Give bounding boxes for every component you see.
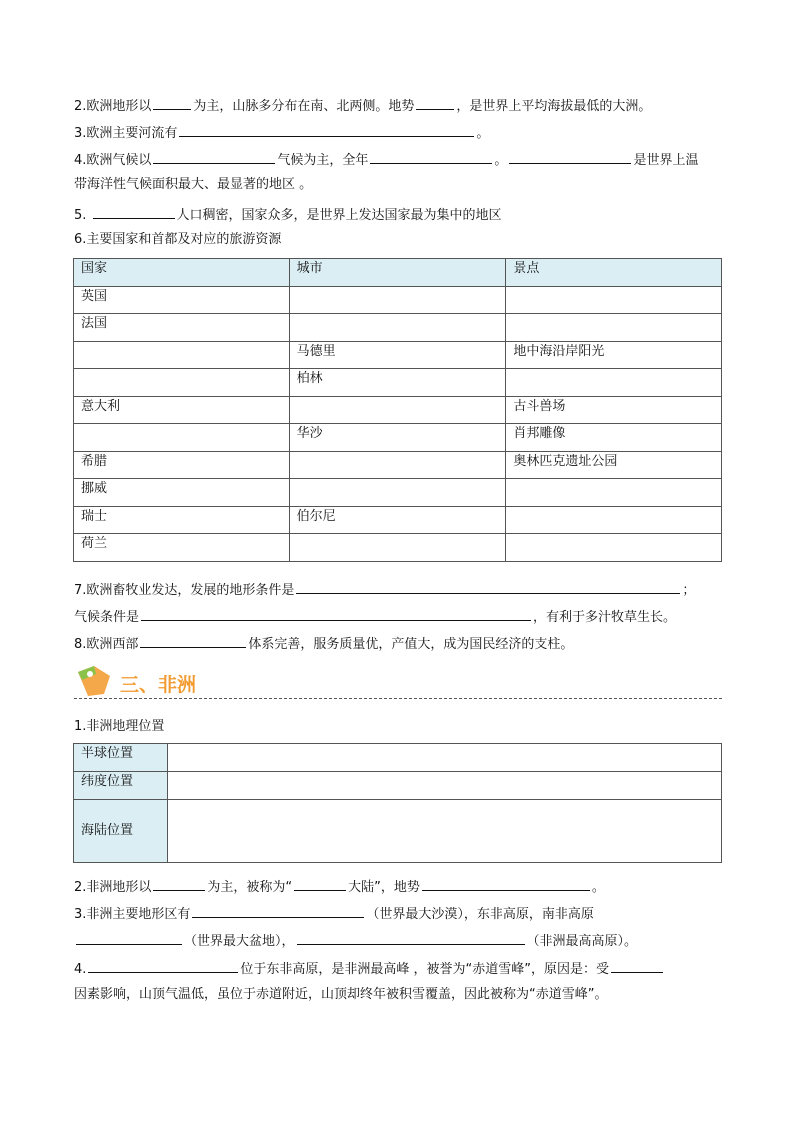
- q4-text-c: 。: [494, 153, 508, 168]
- table-header-row: [74, 259, 722, 287]
- answer-blank[interactable]: [296, 579, 680, 594]
- a4-text-b: 位于东非高原，是非洲最高峰 ，被誉为“赤道雪峰”，原因是：受: [240, 962, 610, 977]
- section-divider: [74, 698, 722, 699]
- table-row: [74, 369, 722, 397]
- a2-text-b: 为主，被称为“: [207, 880, 293, 895]
- answer-cell[interactable]: [74, 424, 290, 452]
- table-row: [74, 479, 722, 507]
- answer-cell[interactable]: [168, 744, 722, 772]
- question-6-title: 6.主要国家和首都及对应的旅游资源: [74, 232, 282, 247]
- answer-cell[interactable]: [506, 506, 722, 534]
- q4-text-a: 4.欧洲气候以: [74, 153, 152, 168]
- answer-blank[interactable]: [192, 903, 364, 918]
- a2-text-c: 大陆”，地势: [348, 880, 420, 895]
- table-cell: 意大利: [74, 396, 290, 424]
- table-cell: 华沙: [289, 424, 506, 452]
- label-latitude: 纬度位置: [74, 772, 168, 800]
- q7-text-c: 气候条件是: [74, 610, 140, 625]
- a3-text-b: （世界最大沙漠），东非高原，南非高原: [366, 907, 594, 922]
- answer-cell[interactable]: [506, 534, 722, 562]
- answer-blank[interactable]: [153, 876, 205, 891]
- africa-q3-cont: [74, 930, 637, 951]
- location-table: [73, 743, 722, 863]
- answer-cell[interactable]: [289, 534, 506, 562]
- answer-cell[interactable]: [168, 772, 722, 800]
- answer-blank[interactable]: [416, 95, 454, 110]
- table-cell: 地中海沿岸阳光: [506, 341, 722, 369]
- answer-cell[interactable]: [506, 314, 722, 342]
- question-8: [74, 633, 573, 654]
- africa-q3: [74, 903, 594, 924]
- q5-text-b: 人口稠密，国家众多，是世界上发达国家最为集中的地区: [176, 208, 502, 223]
- answer-cell[interactable]: [289, 314, 506, 342]
- table-row: [74, 424, 722, 452]
- answer-blank[interactable]: [140, 633, 246, 648]
- q4-text-b: 气候为主，全年: [277, 153, 369, 168]
- africa-q4-cont: [74, 986, 607, 1004]
- question-2: [74, 95, 651, 116]
- table-cell: 希腊: [74, 451, 290, 479]
- question-3: [74, 122, 489, 143]
- a3-text-d: （非洲最高高原）。: [526, 934, 638, 949]
- table-cell: 马德里: [289, 341, 506, 369]
- answer-cell[interactable]: [168, 800, 722, 863]
- q5-text-a: 5.: [74, 208, 87, 223]
- a3-text-c: （世界最大盆地），: [184, 934, 295, 949]
- table-row: [74, 286, 722, 314]
- table-row: [74, 341, 722, 369]
- answer-blank[interactable]: [141, 606, 531, 621]
- a4-text-a: 4.: [74, 962, 87, 977]
- answer-cell[interactable]: [506, 479, 722, 507]
- section-title: 三、非洲: [120, 674, 197, 696]
- q3-text-a: 3.欧洲主要河流有: [74, 126, 178, 141]
- table-row: [74, 534, 722, 562]
- answer-cell[interactable]: [289, 396, 506, 424]
- answer-cell[interactable]: [289, 451, 506, 479]
- table-cell: 奥林匹克遗址公园: [506, 451, 722, 479]
- q4-text-e: 带海洋性气候面积最大、最显著的地区 。: [74, 177, 313, 192]
- table-cell: 瑞士: [74, 506, 290, 534]
- answer-blank[interactable]: [76, 930, 182, 945]
- answer-blank[interactable]: [297, 930, 525, 945]
- a2-text-a: 2.非洲地形以: [74, 880, 152, 895]
- q7-text-a: 7.欧洲畜牧业发达，发展的地形条件是: [74, 583, 295, 598]
- section-header: [74, 662, 722, 698]
- answer-blank[interactable]: [509, 149, 631, 164]
- table-row: [74, 506, 722, 534]
- q7-text-b: ；: [682, 583, 696, 598]
- answer-blank[interactable]: [611, 958, 663, 973]
- a2-text-d: 。: [591, 880, 605, 895]
- table-header-cell: 城市: [289, 259, 506, 287]
- question-4-cont: [74, 176, 312, 194]
- table-row: [74, 396, 722, 424]
- answer-cell[interactable]: [74, 341, 290, 369]
- a3-text-a: 3.非洲主要地形区有: [74, 907, 191, 922]
- table-cell: 英国: [74, 286, 290, 314]
- q2-text-b: 为主，山脉多分布在南、北两侧。地势: [193, 99, 415, 114]
- capitals-table: [73, 258, 722, 562]
- table-header-cell: 景点: [506, 259, 722, 287]
- label-hemisphere: 半球位置: [74, 744, 168, 772]
- question-4: [74, 149, 698, 170]
- table-cell: 柏林: [289, 369, 506, 397]
- question-7-cont: [74, 606, 676, 627]
- answer-blank[interactable]: [294, 876, 346, 891]
- answer-cell[interactable]: [74, 369, 290, 397]
- label-land-sea: 海陆位置: [74, 800, 168, 863]
- answer-cell[interactable]: [506, 286, 722, 314]
- question-7: [74, 579, 695, 600]
- table-cell: 挪威: [74, 479, 290, 507]
- table-row: [74, 314, 722, 342]
- africa-q2: [74, 876, 605, 897]
- africa-q4: [74, 958, 665, 979]
- table-row: [74, 451, 722, 479]
- table-cell: 法国: [74, 314, 290, 342]
- q2-text-a: 2.欧洲地形以: [74, 99, 152, 114]
- table-cell: 伯尔尼: [289, 506, 506, 534]
- tag-icon: [74, 662, 114, 698]
- answer-cell[interactable]: [289, 479, 506, 507]
- answer-cell[interactable]: [506, 369, 722, 397]
- a4-text-c: 因素影响，山顶气温低，虽位于赤道附近，山顶却终年被积雪覆盖，因此被称为“赤道雪峰”。: [74, 987, 608, 1002]
- table-cell: 古斗兽场: [506, 396, 722, 424]
- answer-blank[interactable]: [153, 95, 191, 110]
- q4-text-d: 是世界上温: [633, 153, 699, 168]
- africa-q1-title: 1.非洲地理位置: [74, 719, 165, 734]
- answer-blank[interactable]: [370, 149, 492, 164]
- table-cell: 肖邦雕像: [506, 424, 722, 452]
- answer-blank[interactable]: [88, 958, 238, 973]
- question-5: [74, 204, 502, 225]
- answer-cell[interactable]: [289, 286, 506, 314]
- q3-text-b: 。: [476, 126, 490, 141]
- table-cell: 荷兰: [74, 534, 290, 562]
- q2-text-c: ，是世界上平均海拔最低的大洲。: [456, 99, 652, 114]
- table-header-cell: 国家: [74, 259, 290, 287]
- answer-blank[interactable]: [153, 149, 275, 164]
- answer-blank[interactable]: [422, 876, 590, 891]
- answer-blank[interactable]: [93, 204, 175, 219]
- q7-text-d: ，有利于多汁牧草生长。: [533, 610, 677, 625]
- answer-blank[interactable]: [179, 122, 474, 137]
- q8-text-b: 体系完善，服务质量优，产值大，成为国民经济的支柱。: [248, 637, 574, 652]
- q8-text-a: 8.欧洲西部: [74, 637, 139, 652]
